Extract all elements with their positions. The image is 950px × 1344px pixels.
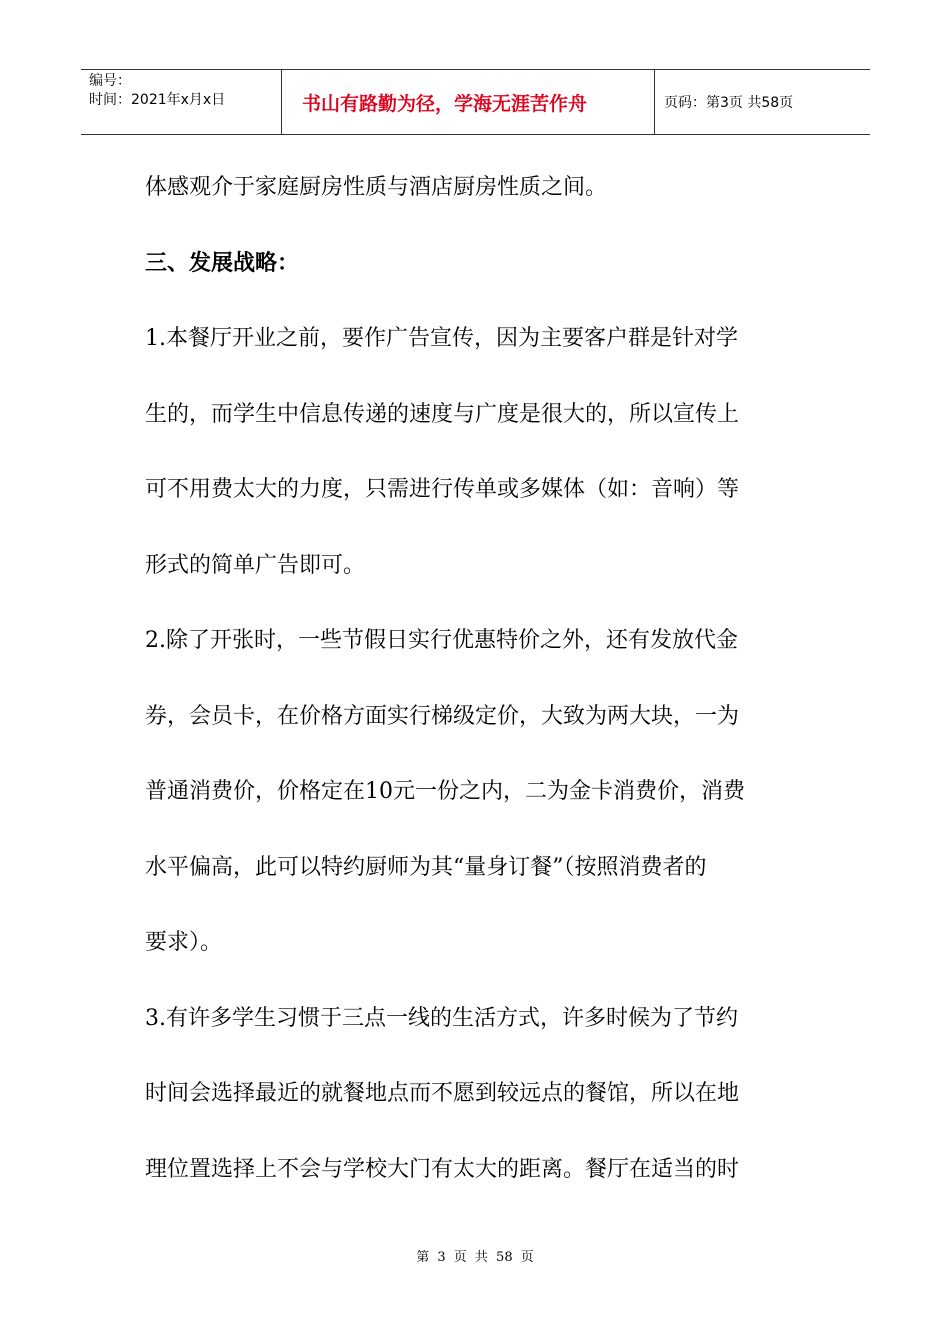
document-body [145, 150, 815, 1207]
body-line: 普通消费价，价格定在10元一份之内，二为金卡消费价，消费 [145, 779, 745, 804]
section-heading: 三、发展战略： [145, 250, 300, 276]
body-line: 券，会员卡，在价格方面实行梯级定价，大致为两大块，一为 [145, 703, 740, 729]
header-number-label: 编号： [89, 73, 131, 89]
body-line: 理位置选择上不会与学校大门有太大的距离。餐厅在适当的时 [145, 1156, 740, 1182]
body-line: 形式的简单广告即可。 [145, 552, 366, 578]
body-line: 要求）。 [145, 930, 223, 955]
header-time-label: 时间：2021年x月x日 [89, 92, 226, 108]
body-line: 1.本餐厅开业之前，要作广告宣传，因为主要客户群是针对学 [145, 326, 738, 351]
body-line: 体感观介于家庭厨房性质与酒店厨房性质之间。 [145, 175, 608, 200]
header-motto: 书山有路勤为径，学海无涯苦作舟 [282, 70, 655, 134]
page-footer: 第 3 页 共 58 页 [416, 1250, 534, 1265]
body-line: 时间会选择最近的就餐地点而不愿到较远点的餐馆，所以在地 [145, 1081, 740, 1106]
body-line: 可不用费太大的力度，只需进行传单或多媒体（如：音响）等 [145, 477, 740, 502]
body-line: 水平偏高，此可以特约厨师为其“量身订餐”（按照消费者的 [145, 854, 707, 880]
header-page-code: 页码：第3页 共58页 [664, 95, 794, 111]
body-line: 2.除了开张时，一些节假日实行优惠特价之外，还有发放代金 [145, 628, 738, 653]
body-line: 生的，而学生中信息传递的速度与广度是很大的，所以宣传上 [145, 401, 740, 427]
document-header [81, 69, 870, 135]
body-line: 3.有许多学生习惯于三点一线的生活方式，许多时候为了节约 [145, 1005, 738, 1031]
header-meta [81, 70, 282, 134]
